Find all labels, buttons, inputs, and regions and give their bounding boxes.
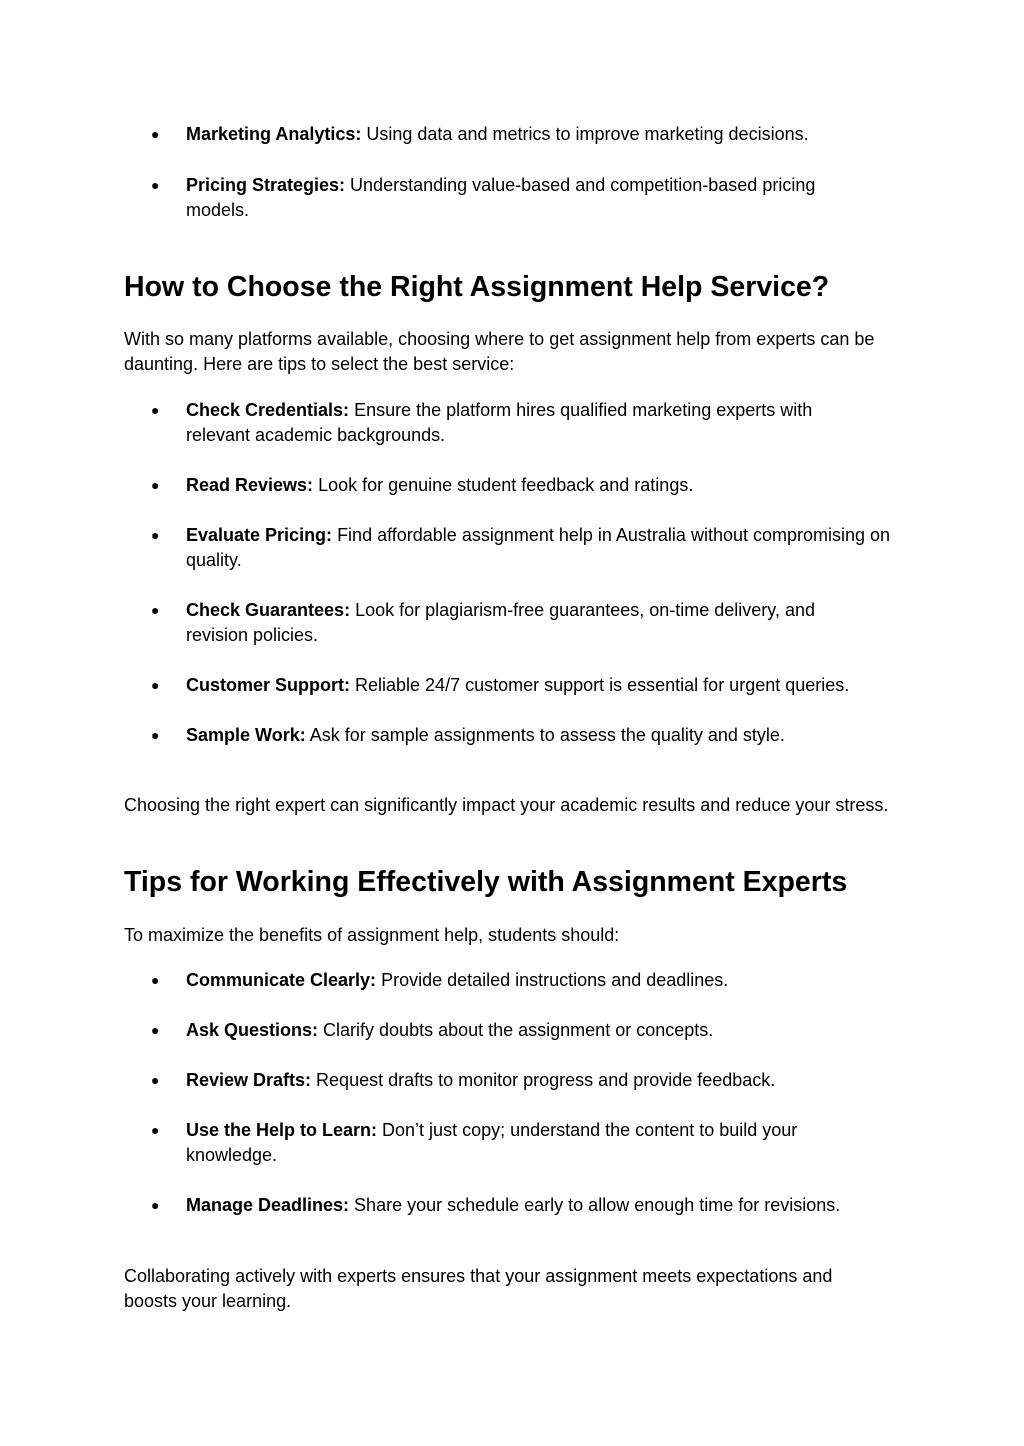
bullet-icon: ●: [151, 527, 160, 543]
item-label: Ask Questions:: [186, 1020, 319, 1040]
item-text: Reliable 24/7 customer support is essential for urgent queries.: [350, 675, 850, 695]
item-text: Understanding value-based and competition-based pricing models.: [186, 175, 816, 220]
item-label: Sample Work:: [186, 725, 306, 745]
bullet-icon: ●: [151, 126, 160, 142]
bullet-icon: ●: [151, 1072, 160, 1088]
item-label: Customer Support:: [186, 675, 350, 695]
item-text: Request drafts to monitor progress and provide feedback.: [311, 1070, 776, 1090]
paragraph: With so many platforms available, choosing where to get assignment help from experts can be daunting. Here are tips to select the best service:: [124, 329, 875, 374]
item-text: Provide detailed instructions and deadlines.: [376, 970, 729, 990]
item-label: Review Drafts:: [186, 1070, 312, 1090]
bullet-icon: ●: [151, 972, 160, 988]
bullet-icon: ●: [151, 727, 160, 743]
item-text: Don’t just copy; understand the content to build your knowledge.: [186, 1120, 798, 1165]
item-label: Manage Deadlines:: [186, 1195, 350, 1215]
item-text: Look for plagiarism-free guarantees, on-time delivery, and revision policies.: [186, 600, 815, 645]
item-label: Use the Help to Learn:: [186, 1120, 378, 1140]
item-label: Communicate Clearly:: [186, 970, 377, 990]
item-text: Look for genuine student feedback and ratings.: [313, 475, 694, 495]
bullet-icon: ●: [151, 477, 160, 493]
bullet-icon: ●: [151, 677, 160, 693]
paragraph: Choosing the right expert can significantly impact your academic results and reduce your stress.: [124, 795, 889, 815]
paragraph: Collaborating actively with experts ensures that your assignment meets expectations and boosts your learning.: [124, 1266, 833, 1311]
item-label: Evaluate Pricing:: [186, 525, 333, 545]
section-heading: How to Choose the Right Assignment Help Service?: [124, 271, 830, 303]
item-label: Read Reviews:: [186, 475, 314, 495]
item-label: Check Guarantees:: [186, 600, 351, 620]
item-label: Marketing Analytics:: [186, 124, 362, 144]
item-text: Find affordable assignment help in Australia without compromising on quality.: [186, 525, 891, 570]
item-text: Clarify doubts about the assignment or concepts.: [318, 1020, 714, 1040]
item-label: Check Credentials:: [186, 400, 350, 420]
item-text: Ask for sample assignments to assess the quality and style.: [305, 725, 785, 745]
item-text: Ensure the platform hires qualified marketing experts with relevant academic backgrounds.: [186, 400, 813, 445]
bullet-icon: ●: [151, 402, 160, 418]
bullet-icon: ●: [151, 1022, 160, 1038]
bullet-icon: ●: [151, 602, 160, 618]
item-text: Share your schedule early to allow enough time for revisions.: [349, 1195, 841, 1215]
paragraph: To maximize the benefits of assignment help, students should:: [124, 925, 620, 945]
item-text: Using data and metrics to improve marketing decisions.: [361, 124, 809, 144]
bullet-icon: ●: [151, 1197, 160, 1213]
item-label: Pricing Strategies:: [186, 175, 346, 195]
section-heading: Tips for Working Effectively with Assignment Experts: [124, 866, 848, 898]
bullet-icon: ●: [151, 1122, 160, 1138]
bullet-icon: ●: [151, 177, 160, 193]
